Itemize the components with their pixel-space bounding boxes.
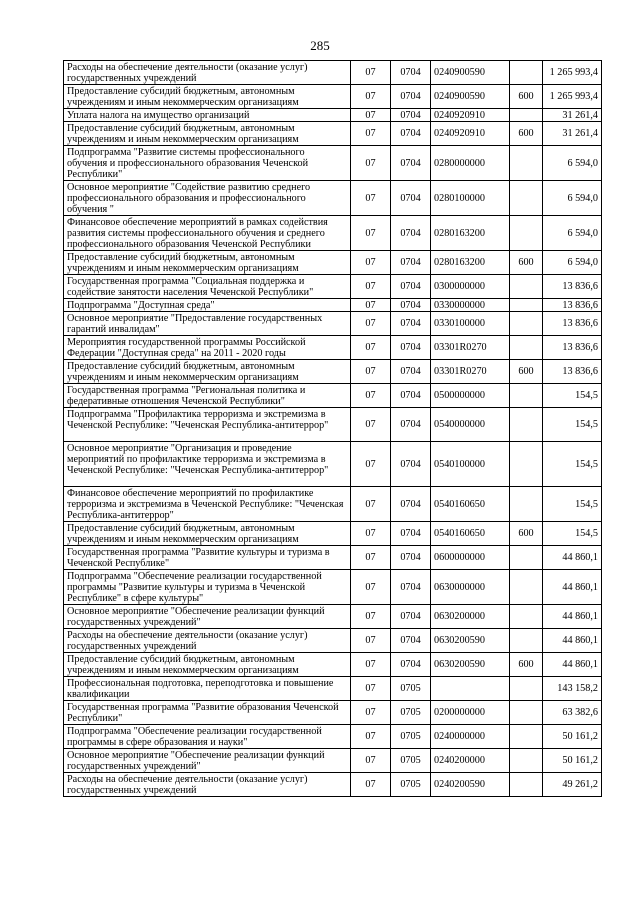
row-target-article — [431, 677, 510, 701]
row-subsection: 0705 — [391, 725, 431, 749]
row-amount: 44 860,1 — [543, 629, 602, 653]
row-subsection: 0704 — [391, 605, 431, 629]
row-amount: 44 860,1 — [543, 605, 602, 629]
page-number: 285 — [310, 38, 330, 53]
row-subsection: 0704 — [391, 275, 431, 299]
row-target-article: 0240900590 — [431, 61, 510, 85]
table-row — [64, 605, 602, 629]
table-row — [64, 570, 602, 605]
row-subsection: 0704 — [391, 216, 431, 251]
row-name: Основное мероприятие "Предоставление государственных гарантий инвалидам" — [64, 312, 351, 336]
row-expense-type — [510, 629, 543, 653]
row-subsection: 0704 — [391, 570, 431, 605]
row-subsection: 0705 — [391, 773, 431, 797]
row-section: 07 — [351, 216, 391, 251]
row-name: Основное мероприятие "Организация и проведение мероприятий по профилактике терроризма и экстремизма в Чеченской Республике: "Чеченская Республика-антитеррор" — [64, 442, 351, 487]
row-section: 07 — [351, 122, 391, 146]
row-section: 07 — [351, 336, 391, 360]
row-name: Уплата налога на имущество организаций — [64, 109, 351, 122]
row-subsection: 0704 — [391, 384, 431, 408]
row-name: Профессиональная подготовка, переподготовка и повышение квалификации — [64, 677, 351, 701]
row-amount: 154,5 — [543, 442, 602, 487]
row-name: Основное мероприятие "Обеспечение реализации функций государственных учреждений" — [64, 605, 351, 629]
row-name: Государственная программа "Социальная поддержка и содействие занятости населения Чеченской Республики" — [64, 275, 351, 299]
row-amount: 13 836,6 — [543, 360, 602, 384]
row-subsection: 0704 — [391, 312, 431, 336]
row-expense-type — [510, 725, 543, 749]
row-target-article: 03301R0270 — [431, 336, 510, 360]
row-target-article: 0240920910 — [431, 109, 510, 122]
row-expense-type — [510, 749, 543, 773]
row-section: 07 — [351, 725, 391, 749]
row-amount: 6 594,0 — [543, 146, 602, 181]
row-section: 07 — [351, 360, 391, 384]
row-subsection: 0704 — [391, 336, 431, 360]
row-amount: 44 860,1 — [543, 570, 602, 605]
table-row — [64, 299, 602, 312]
row-expense-type — [510, 336, 543, 360]
row-amount: 1 265 993,4 — [543, 61, 602, 85]
row-amount: 6 594,0 — [543, 216, 602, 251]
row-name: Государственная программа "Региональная политика и федеративные отношения Чеченской Республики" — [64, 384, 351, 408]
row-expense-type — [510, 216, 543, 251]
row-section: 07 — [351, 570, 391, 605]
row-subsection: 0704 — [391, 522, 431, 546]
row-subsection: 0704 — [391, 360, 431, 384]
table-row — [64, 487, 602, 522]
row-amount: 49 261,2 — [543, 773, 602, 797]
row-expense-type — [510, 384, 543, 408]
row-expense-type — [510, 442, 543, 487]
row-expense-type: 600 — [510, 360, 543, 384]
row-target-article: 0200000000 — [431, 701, 510, 725]
row-expense-type — [510, 146, 543, 181]
row-section: 07 — [351, 312, 391, 336]
row-section: 07 — [351, 487, 391, 522]
row-name: Подпрограмма "Обеспечение реализации государственной программы в сфере образования и науки" — [64, 725, 351, 749]
table-row — [64, 522, 602, 546]
row-expense-type: 600 — [510, 522, 543, 546]
row-expense-type — [510, 275, 543, 299]
row-subsection: 0704 — [391, 251, 431, 275]
budget-table-body — [64, 61, 602, 797]
row-amount: 1 265 993,4 — [543, 85, 602, 109]
row-name: Расходы на обеспечение деятельности (оказание услуг) государственных учреждений — [64, 61, 351, 85]
row-expense-type — [510, 408, 543, 442]
row-expense-type — [510, 109, 543, 122]
row-target-article: 0280163200 — [431, 216, 510, 251]
row-subsection: 0704 — [391, 61, 431, 85]
row-subsection: 0704 — [391, 408, 431, 442]
row-section: 07 — [351, 749, 391, 773]
row-target-article: 0240200000 — [431, 749, 510, 773]
row-section: 07 — [351, 408, 391, 442]
row-name: Финансовое обеспечение мероприятий в рамках содействия развития системы профессионального обучения и среднего профессионального образования Чеченской Республики — [64, 216, 351, 251]
table-row — [64, 408, 602, 442]
table-row — [64, 216, 602, 251]
row-section: 07 — [351, 275, 391, 299]
table-row — [64, 336, 602, 360]
row-expense-type — [510, 181, 543, 216]
row-amount: 154,5 — [543, 522, 602, 546]
row-expense-type — [510, 677, 543, 701]
row-amount: 154,5 — [543, 384, 602, 408]
row-name: Предоставление субсидий бюджетным, автономным учреждениям и иным некоммерческим организациям — [64, 360, 351, 384]
row-section: 07 — [351, 61, 391, 85]
row-subsection: 0704 — [391, 629, 431, 653]
row-amount: 50 161,2 — [543, 725, 602, 749]
row-subsection: 0704 — [391, 299, 431, 312]
row-target-article: 0240200590 — [431, 773, 510, 797]
row-target-article: 0330000000 — [431, 299, 510, 312]
row-amount: 13 836,6 — [543, 336, 602, 360]
row-target-article: 0630200590 — [431, 653, 510, 677]
row-section: 07 — [351, 299, 391, 312]
row-name: Основное мероприятие "Содействие развитию среднего профессионального образования и профессионального обучения " — [64, 181, 351, 216]
row-target-article: 0300000000 — [431, 275, 510, 299]
row-subsection: 0705 — [391, 701, 431, 725]
row-name: Предоставление субсидий бюджетным, автономным учреждениям и иным некоммерческим организациям — [64, 522, 351, 546]
row-target-article: 0240000000 — [431, 725, 510, 749]
row-target-article: 0500000000 — [431, 384, 510, 408]
row-expense-type — [510, 773, 543, 797]
table-row — [64, 251, 602, 275]
row-section: 07 — [351, 442, 391, 487]
row-amount: 63 382,6 — [543, 701, 602, 725]
row-section: 07 — [351, 605, 391, 629]
table-row — [64, 701, 602, 725]
row-amount: 31 261,4 — [543, 122, 602, 146]
row-section: 07 — [351, 146, 391, 181]
table-row — [64, 773, 602, 797]
row-name: Мероприятия государственной программы Российской Федерации "Доступная среда" на 2011 - 2020 годы — [64, 336, 351, 360]
row-target-article: 03301R0270 — [431, 360, 510, 384]
row-target-article: 0240920910 — [431, 122, 510, 146]
table-row — [64, 360, 602, 384]
row-target-article: 0280163200 — [431, 251, 510, 275]
row-target-article: 0600000000 — [431, 546, 510, 570]
row-name: Предоставление субсидий бюджетным, автономным учреждениям и иным некоммерческим организациям — [64, 653, 351, 677]
row-name: Финансовое обеспечение мероприятий по профилактике терроризма и экстремизма в Чеченской Республике: "Чеченская Республика-антитеррор" — [64, 487, 351, 522]
table-row — [64, 146, 602, 181]
table-row — [64, 546, 602, 570]
row-subsection: 0704 — [391, 146, 431, 181]
row-subsection: 0704 — [391, 442, 431, 487]
row-name: Подпрограмма "Профилактика терроризма и экстремизма в Чеченской Республике: "Чеченская Республика-антитеррор" — [64, 408, 351, 442]
row-name: Государственная программа "Развитие образования Чеченской Республики" — [64, 701, 351, 725]
row-section: 07 — [351, 677, 391, 701]
table-row — [64, 312, 602, 336]
row-expense-type — [510, 61, 543, 85]
row-expense-type: 600 — [510, 251, 543, 275]
row-section: 07 — [351, 251, 391, 275]
table-row — [64, 384, 602, 408]
budget-table — [63, 60, 602, 797]
row-section: 07 — [351, 109, 391, 122]
table-row — [64, 629, 602, 653]
row-expense-type — [510, 570, 543, 605]
row-name: Предоставление субсидий бюджетным, автономным учреждениям и иным некоммерческим организациям — [64, 85, 351, 109]
row-expense-type — [510, 546, 543, 570]
row-amount: 154,5 — [543, 487, 602, 522]
row-name: Предоставление субсидий бюджетным, автономным учреждениям и иным некоммерческим организациям — [64, 251, 351, 275]
table-row — [64, 653, 602, 677]
row-section: 07 — [351, 773, 391, 797]
row-subsection: 0704 — [391, 122, 431, 146]
row-subsection: 0704 — [391, 109, 431, 122]
row-name: Основное мероприятие "Обеспечение реализации функций государственных учреждений" — [64, 749, 351, 773]
row-amount: 6 594,0 — [543, 181, 602, 216]
row-target-article: 0540160650 — [431, 487, 510, 522]
table-row — [64, 109, 602, 122]
row-section: 07 — [351, 701, 391, 725]
row-target-article: 0280100000 — [431, 181, 510, 216]
table-row — [64, 749, 602, 773]
row-name: Предоставление субсидий бюджетным, автономным учреждениям и иным некоммерческим организациям — [64, 122, 351, 146]
row-name: Расходы на обеспечение деятельности (оказание услуг) государственных учреждений — [64, 629, 351, 653]
row-expense-type — [510, 605, 543, 629]
row-amount: 50 161,2 — [543, 749, 602, 773]
row-amount: 31 261,4 — [543, 109, 602, 122]
row-section: 07 — [351, 85, 391, 109]
table-row — [64, 725, 602, 749]
row-target-article: 0240900590 — [431, 85, 510, 109]
row-expense-type — [510, 487, 543, 522]
table-row — [64, 677, 602, 701]
row-section: 07 — [351, 629, 391, 653]
row-subsection: 0705 — [391, 749, 431, 773]
row-target-article: 0630000000 — [431, 570, 510, 605]
row-subsection: 0704 — [391, 487, 431, 522]
table-row — [64, 442, 602, 487]
table-row — [64, 275, 602, 299]
row-amount: 154,5 — [543, 408, 602, 442]
row-expense-type: 600 — [510, 85, 543, 109]
row-section: 07 — [351, 653, 391, 677]
row-name: Расходы на обеспечение деятельности (оказание услуг) государственных учреждений — [64, 773, 351, 797]
row-name: Подпрограмма "Доступная среда" — [64, 299, 351, 312]
row-target-article: 0630200590 — [431, 629, 510, 653]
row-amount: 6 594,0 — [543, 251, 602, 275]
row-amount: 13 836,6 — [543, 299, 602, 312]
row-amount: 13 836,6 — [543, 275, 602, 299]
row-target-article: 0280000000 — [431, 146, 510, 181]
row-subsection: 0704 — [391, 181, 431, 216]
table-row — [64, 181, 602, 216]
row-subsection: 0704 — [391, 653, 431, 677]
row-target-article: 0630200000 — [431, 605, 510, 629]
row-name: Подпрограмма "Развитие системы профессионального обучения и профессионального образования Чеченской Республики" — [64, 146, 351, 181]
row-target-article: 0540000000 — [431, 408, 510, 442]
row-section: 07 — [351, 384, 391, 408]
row-section: 07 — [351, 546, 391, 570]
table-row — [64, 122, 602, 146]
row-name: Государственная программа "Развитие культуры и туризма в Чеченской Республике" — [64, 546, 351, 570]
row-amount: 44 860,1 — [543, 546, 602, 570]
row-subsection: 0704 — [391, 546, 431, 570]
row-expense-type — [510, 701, 543, 725]
row-target-article: 0540100000 — [431, 442, 510, 487]
row-amount: 44 860,1 — [543, 653, 602, 677]
row-amount: 143 158,2 — [543, 677, 602, 701]
row-expense-type — [510, 299, 543, 312]
row-section: 07 — [351, 522, 391, 546]
table-row — [64, 85, 602, 109]
row-expense-type: 600 — [510, 653, 543, 677]
row-expense-type — [510, 312, 543, 336]
row-amount: 13 836,6 — [543, 312, 602, 336]
table-row — [64, 61, 602, 85]
row-target-article: 0540160650 — [431, 522, 510, 546]
row-section: 07 — [351, 181, 391, 216]
row-subsection: 0704 — [391, 85, 431, 109]
row-name: Подпрограмма "Обеспечение реализации государственной программы "Развитие культуры и туризма в Чеченской Республике" в сфере культуры" — [64, 570, 351, 605]
row-subsection: 0705 — [391, 677, 431, 701]
row-expense-type: 600 — [510, 122, 543, 146]
row-target-article: 0330100000 — [431, 312, 510, 336]
